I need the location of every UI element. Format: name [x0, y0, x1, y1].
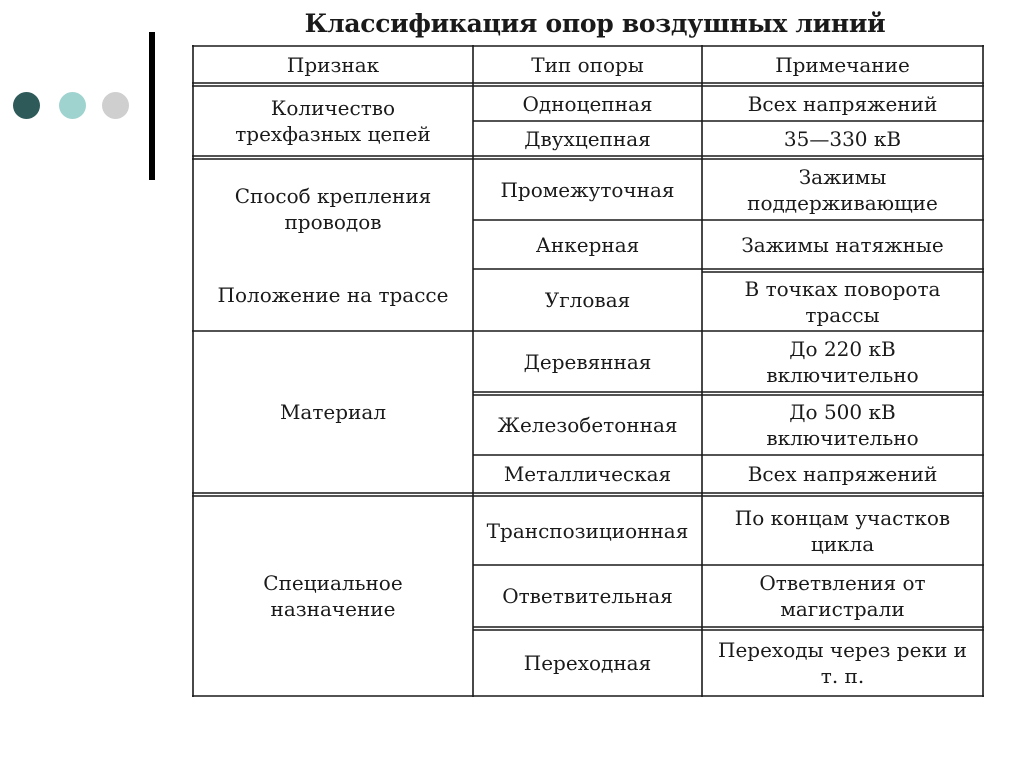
type-single-circuit: Одноцепная — [522, 91, 653, 116]
vertical-accent-bar — [149, 32, 155, 180]
note-branch: Ответвления от магистрали — [759, 571, 926, 621]
type-double-circuit: Двухцепная — [524, 126, 651, 151]
type-transposition: Транспозиционная — [486, 518, 689, 543]
note-wooden: До 220 кВ включительно — [766, 336, 919, 387]
dark-teal-dot — [13, 92, 40, 119]
note-single-circuit: Всех напряжений — [747, 91, 938, 116]
note-double-circuit: 35—330 кВ — [783, 126, 902, 151]
criterion-route-position: Положение на трассе — [217, 283, 449, 307]
slide-title: Классификация опор воздушных линий — [304, 9, 886, 38]
classification-table — [192, 45, 984, 697]
type-wooden: Деревянная — [523, 349, 652, 374]
criterion-circuits: Количество трехфазных цепей — [235, 96, 431, 146]
criterion-special-purpose: Специальное назначение — [263, 571, 403, 621]
light-teal-dot — [59, 92, 86, 119]
type-intermediate: Промежуточная — [500, 177, 675, 202]
type-anchor: Анкерная — [535, 232, 640, 257]
note-transposition: По концам участков цикла — [734, 505, 951, 556]
note-anchor: Зажимы натяжные — [741, 232, 944, 257]
type-branch: Ответвительная — [502, 584, 673, 608]
criterion-fastening: Способ крепления проводов — [234, 184, 432, 234]
type-metal: Металлическая — [503, 462, 672, 486]
grey-dot — [102, 92, 129, 119]
note-intermediate: Зажимы поддерживающие — [747, 164, 938, 215]
criterion-material: Материал — [279, 400, 387, 424]
note-metal: Всех напряжений — [747, 462, 938, 486]
note-angle: В точках поворота трассы — [744, 276, 941, 327]
note-reinforced-concrete: До 500 кВ включительно — [766, 400, 919, 450]
note-crossing: Переходы через реки и т. п. — [718, 638, 967, 688]
type-angle: Угловая — [544, 288, 631, 312]
header-note: Примечание — [775, 53, 910, 77]
type-crossing: Переходная — [523, 651, 652, 675]
header-criterion: Признак — [286, 53, 380, 77]
type-reinforced-concrete: Железобетонная — [497, 413, 678, 437]
header-support-type: Тип опоры — [531, 53, 644, 77]
decorative-dots — [13, 92, 133, 122]
